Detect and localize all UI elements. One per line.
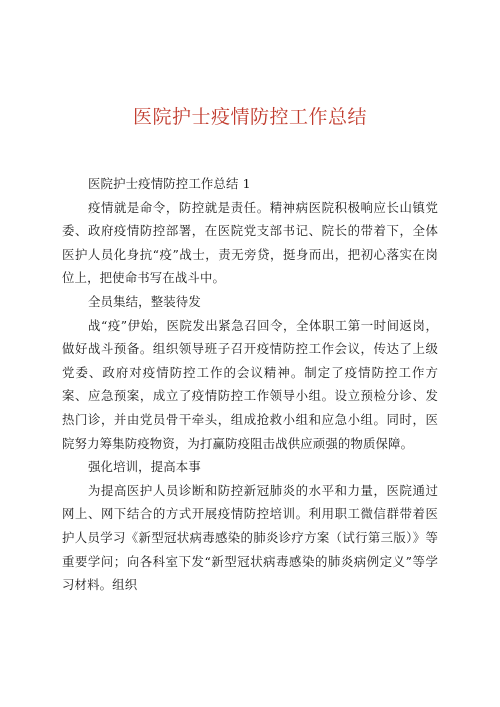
paragraph-training: 为提高医护人员诊断和防控新冠肺炎的水平和力量，医院通过网上、网下结合的方式开展疫情防控培训。利用职工微信群带着医护人员学习《新型冠状病毒感染的肺炎诊疗方案（试行第三版）》等重要学问；向各科室下发“新型冠状病毒感染的肺炎病例定义”等学习材料。组织 bbox=[62, 482, 438, 593]
paragraph-assembly: 战“疫”伊始，医院发出紧急召回令，全体职工第一时间返岗，做好战斗预备。组织领导班子召开疫情防控工作会议，传达了上级党委、政府对疫情防控工作的会议精神。制定了疫情防控工作方案、应急预案，成立了疫情防控工作领导小组。设立预检分诊、发热门诊，并由党员骨干牵头，组成抢救小组和应急小组。同时，医院努力筹集防疫物资，为打赢防疫阻击战供应顽强的物质保障。 bbox=[62, 317, 438, 451]
document-body bbox=[62, 172, 438, 597]
section-heading-assembly: 全员集结，整装待发 bbox=[88, 293, 201, 309]
section-heading-training: 强化培训，提高本事 bbox=[88, 459, 201, 475]
paragraph-intro: 疫情就是命令，防控就是责任。精神病医院积极响应长山镇党委、政府疫情防控部署，在医院党支部书记、院长的带着下，全体医护人员化身抗“疫”战士，责无旁贷，挺身而出，把初心落实在岗位上，把使命书写在战斗中。 bbox=[62, 199, 438, 286]
document-title: 医院护士疫情防控工作总结 bbox=[132, 106, 367, 128]
paragraph-subtitle: 医院护士疫情防控工作总结 1 bbox=[88, 176, 251, 191]
